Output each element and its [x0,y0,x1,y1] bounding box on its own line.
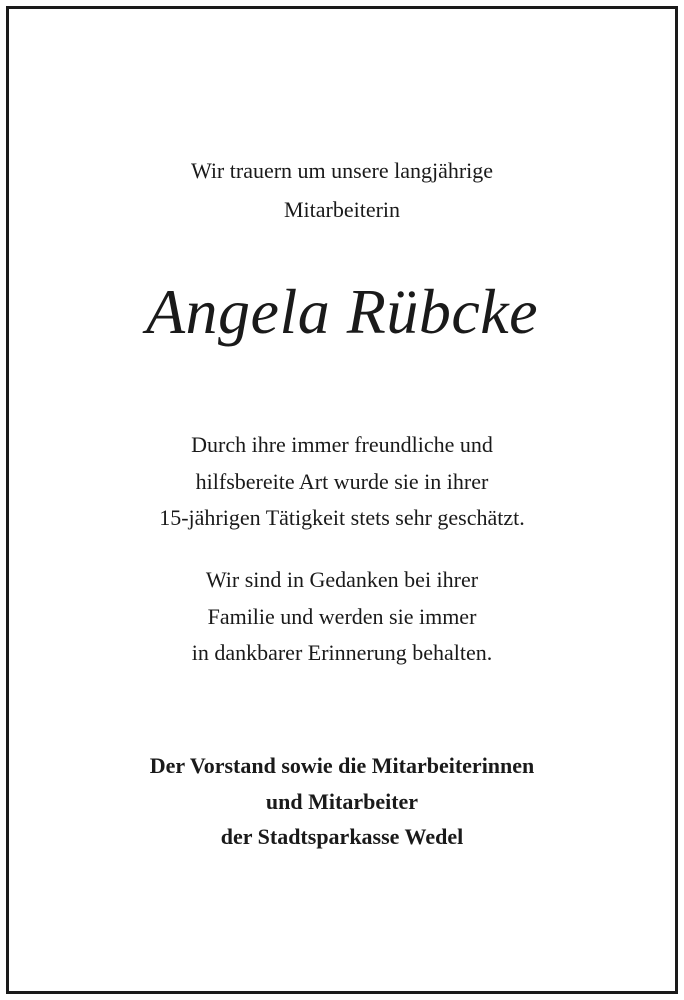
tribute-line: Durch ihre immer freundliche und [191,432,493,457]
intro-line: Mitarbeiterin [283,197,401,222]
remembrance-line: Wir sind in Gedanken bei ihrer [205,567,479,592]
remembrance-line: in dankbarer Erinnerung behalten. [191,640,493,665]
intro-text [9,151,675,229]
deceased-name: Angela Rübcke [145,276,539,347]
intro-line: Wir trauern um unsere langjährige [190,158,494,183]
obituary-notice-frame [6,6,678,994]
signature-line: der Stadtsparkasse Wedel [220,824,464,849]
signature-line: Der Vorstand sowie die Mitarbeiterinnen [149,753,535,778]
signature-line: und Mitarbeiter [265,788,419,814]
tribute-line: 15-jährigen Tätigkeit stets sehr geschätzt. [159,505,525,530]
signature-block [9,748,675,855]
tribute-line: hilfsbereite Art wurde sie in ihrer [195,468,489,494]
remembrance-paragraph [9,562,675,672]
tribute-paragraph [9,427,675,537]
remembrance-line: Familie und werden sie immer [207,603,477,629]
